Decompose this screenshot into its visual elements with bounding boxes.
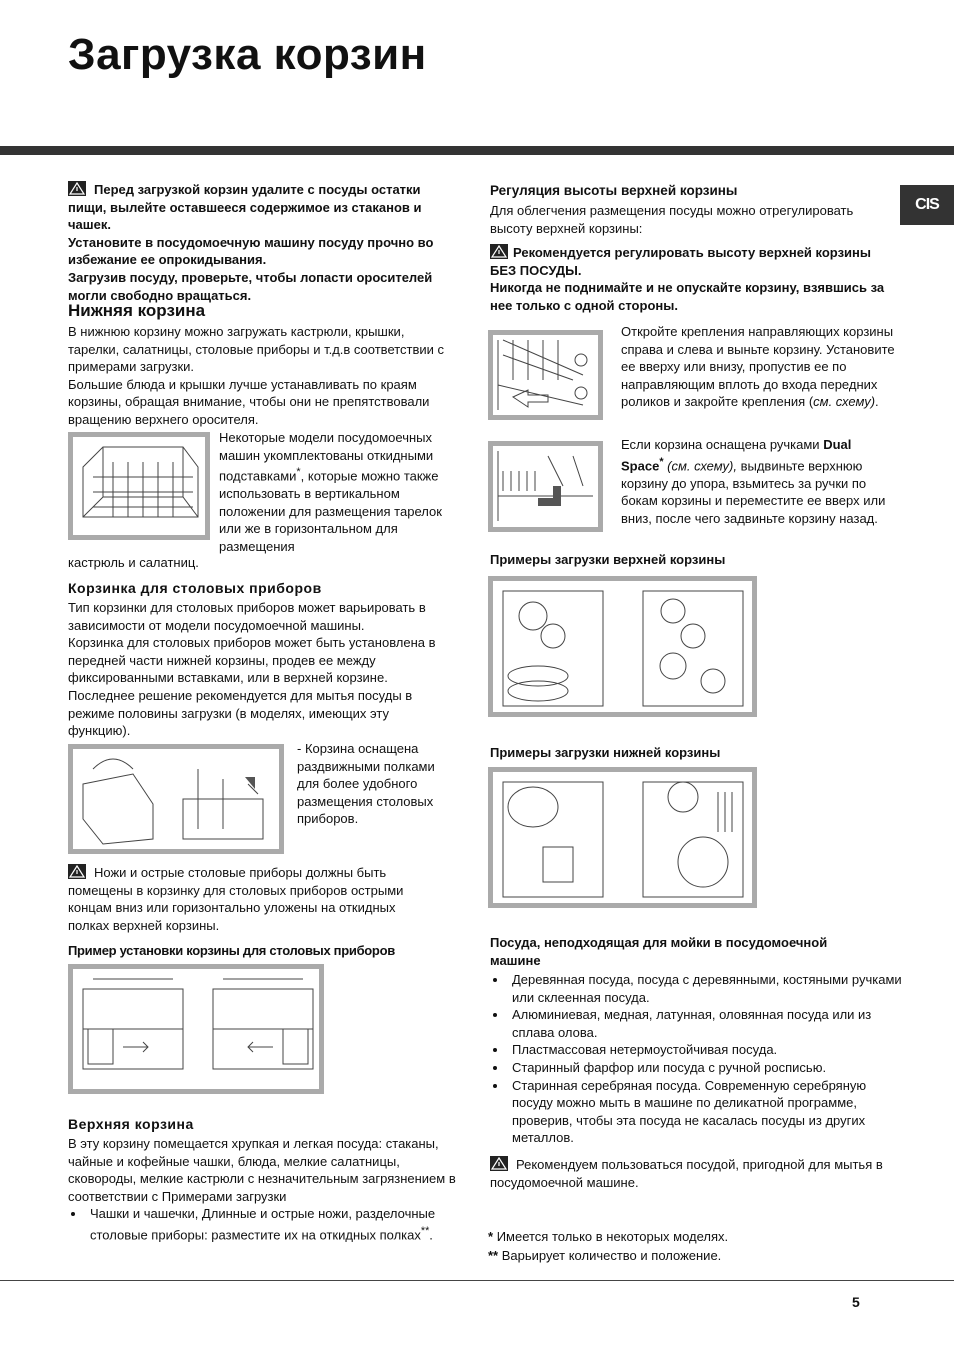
rail-clip-figure <box>488 330 603 420</box>
upper-examples-figure <box>488 576 757 717</box>
upper-basket-text: В эту корзину помещается хрупкая и легкая посуда: стаканы, чайные и кофейные чашки, блюда, мелкие салатницы, сковороды, мелкие кастрюли с незначительным загрязнением в соответствии с Примерами загрузки • Чашки и чашечки, Длинные и острые ножи, разделочные столовые приборы: разместите их на откидных полках**. <box>68 1135 456 1244</box>
warning-icon <box>68 181 86 196</box>
dual-space-instructions: Если корзина оснащена ручками Dual Space* (см. схему), выдвиньте верхнюю корзину до упора, взьмитесь за ручки по бокам корзины и переместите ее вверх или вниз, после чего задвиньте корзину назад. <box>621 437 886 526</box>
lower-basket-title: Нижняя корзина <box>68 301 206 320</box>
folding-racks-text-end: кастрюль и салатниц. <box>68 555 199 570</box>
rail-illustration <box>493 335 598 415</box>
sliding-shelves-text: - Корзина оснащена раздвижными полками для более удобного размещения столовых приборов. <box>297 741 435 827</box>
list-item: • Алюминиевая, медная, латунная, оловянная посуда или из сплава олова. <box>508 1006 903 1041</box>
height-adjust-title: Регуляция высоты верхней корзины <box>490 183 738 198</box>
list-item: • Чашки и чашечки, Длинные и острые ножи, разделочные столовые приборы: разместите их на откидных полках**. <box>86 1205 456 1244</box>
lower-basket-text: В нижнюю корзину можно загружать кастрюли, крышки, тарелки, салатницы, столовые приборы и т.д.в соответствии с примерами загрузки. Большие блюда и крышки лучше устанавливать по краям корзины, обращая внимание, чтобы они не препятствовали вращению верхнего оросителя. <box>68 324 445 427</box>
list-item: • Деревянная посуда, посуда с деревянными, костяными ручками или склеенная посуда. <box>508 971 903 1006</box>
cutlery-basket-title: Корзинка для столовых приборов <box>68 580 322 596</box>
list-item: • Пластмассовая нетермоустойчивая посуда. <box>508 1041 903 1059</box>
dual-space-figure <box>488 441 603 532</box>
footnote-2: ** Варьирует количество и положение. <box>488 1248 722 1263</box>
lower-examples-figure <box>488 767 757 908</box>
upper-load-illustration <box>493 581 752 712</box>
language-tab: CIS <box>900 185 954 225</box>
height-adjust-warning: Рекомендуется регулировать высоту верхней корзины БЕЗ ПОСУДЫ. Никогда не поднимайте и не опускайте корзину, взявшись за нее только с одной стороны. <box>490 245 885 313</box>
cutlery-example-figure <box>68 964 324 1094</box>
recommend-warning: Рекомендуем пользоваться посудой, пригодной для мытья в посудомоечной машине. <box>490 1157 883 1190</box>
footnote-1: * Имеется только в некоторых моделях. <box>488 1229 729 1244</box>
warning-icon <box>490 1156 508 1171</box>
lower-load-illustration <box>493 772 752 903</box>
height-adjust-text: Для облегчения размещения посуды можно отрегулировать высоту верхней корзины: <box>490 203 854 236</box>
list-item: • Старинный фарфор или посуда с ручной росписью. <box>508 1059 903 1077</box>
cutlery-basket-illustration <box>73 749 279 849</box>
safety-warning: Перед загрузкой корзин удалите с посуды остатки пищи, вылейте оставшееся содержимое из стаканов и чашек. Установите в посудомоечную машину посуду прочно во избежание ее опрокидывания. Загрузив посуду, проверьте, чтобы лопасти оросителей могли свободно вращаться. <box>68 182 434 303</box>
warning-icon <box>490 244 508 259</box>
dual-space-illustration <box>493 446 598 527</box>
lower-basket-figure <box>68 432 210 540</box>
upper-basket-title: Верхняя корзина <box>68 1116 194 1132</box>
cutlery-basket-figure <box>68 744 284 854</box>
footer-rule <box>0 1280 954 1281</box>
lower-examples-title: Примеры загрузки нижней корзины <box>490 745 721 760</box>
cutlery-position-illustration <box>73 969 319 1089</box>
cutlery-example-title: Пример установки корзины для столовых приборов <box>68 943 395 958</box>
header-rule <box>0 146 954 155</box>
basket-illustration <box>73 437 205 535</box>
page-title: Загрузка корзин <box>68 30 427 79</box>
unsuitable-title: Посуда, неподходящая для мойки в посудомоечной машине <box>490 935 828 968</box>
list-item: • Старинная серебряная посуда. Современную серебряную посуду можно мыть в машине по деликатной программе, проверив, чтобы эта посуда не касалась посуды из других металлов. <box>508 1077 903 1147</box>
knives-warning: Ножи и острые столовые приборы должны быть помещены в корзинку для столовых приборов острыми концам вниз или горизонтально уложены на откидных полках верхней корзины. <box>68 865 404 933</box>
folding-racks-text: Некоторые модели посудомоечных машин укомплектованы откидными подставками*, которые можно также использовать в вертикальном положении для размещения тарелок или же в горизонтальном для размещения <box>219 430 442 554</box>
unsuitable-list <box>490 971 903 1147</box>
rail-instructions: Откройте крепления направляющих корзины справа и слева и выньте корзину. Установите ее вверху или внизу, пропустив ее по направляющим вплоть до входа передних роликов и закройте крепления (см. схему). <box>621 324 895 410</box>
page-number: 5 <box>852 1294 860 1310</box>
cutlery-basket-text: Тип корзинки для столовых приборов может варьировать в зависимости от модели посудомоечной машины. Корзинка для столовых приборов может быть установлена в передней части нижней корзины, продев ее между фиксированными вставками, или в верхней корзине. Последнее решение рекомендуется для мытья посуды в режиме половины загрузки (в моделях, имеющих эту функцию). <box>68 600 436 739</box>
warning-icon <box>68 864 86 879</box>
upper-examples-title: Примеры загрузки верхней корзины <box>490 552 726 567</box>
